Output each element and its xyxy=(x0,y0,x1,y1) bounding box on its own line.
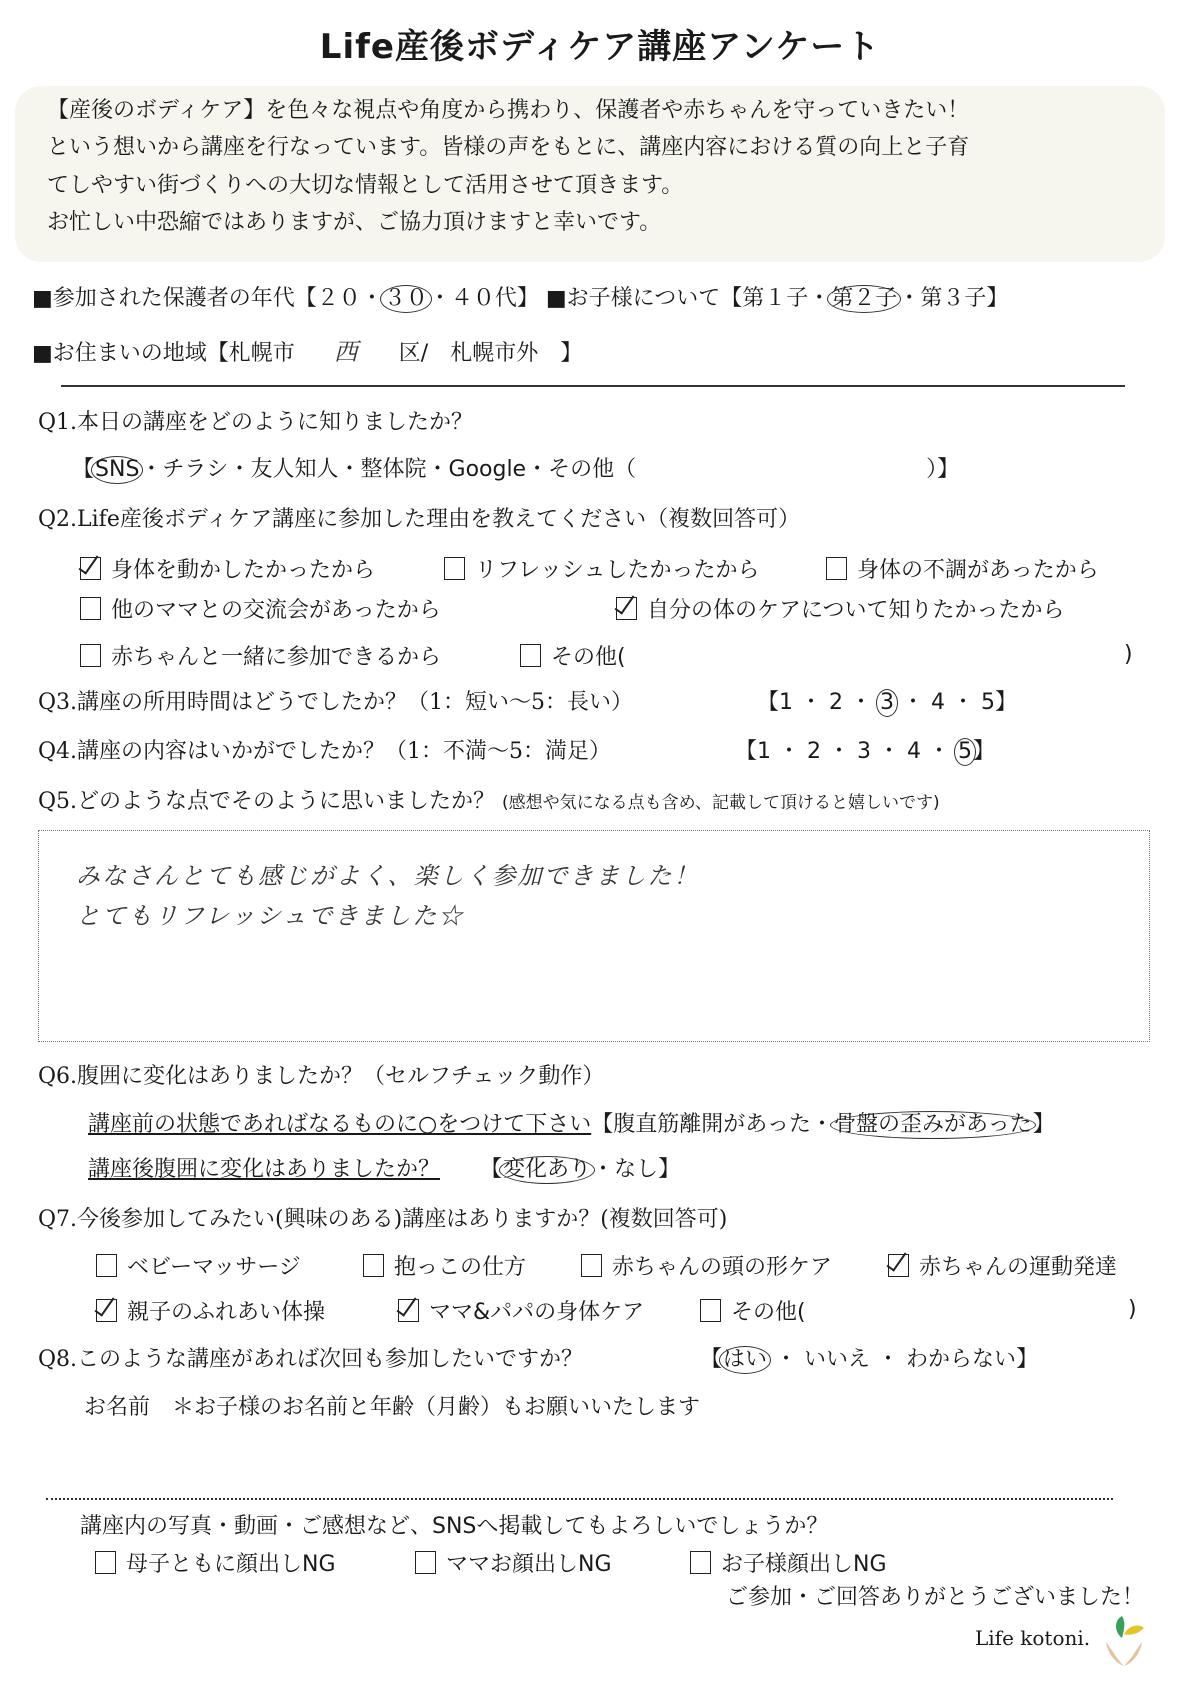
separator: ・ xyxy=(811,1112,834,1137)
q1-options: 【SNS・チラシ・友人知人・整体院・Google・その他（ ）】 xyxy=(72,457,960,482)
checkbox[interactable] xyxy=(520,644,541,667)
q7-option[interactable] xyxy=(398,1299,644,1324)
option[interactable]: わからない xyxy=(906,1347,1017,1372)
checkbox[interactable] xyxy=(80,597,101,620)
checkbox[interactable] xyxy=(363,1254,384,1277)
separator: ・ xyxy=(228,457,251,482)
q5-label xyxy=(38,791,940,813)
q8-label: Q8.このような講座があれば次回も参加したいですか？ xyxy=(38,1347,584,1372)
q3-scale[interactable]: 【1 ・ 2 ・ 3 ・ 4 ・ 5】 xyxy=(757,690,1018,715)
option[interactable]: 友人知人 xyxy=(250,457,339,482)
option-label: 他のママとの交流会があったから xyxy=(111,598,441,623)
checkbox[interactable] xyxy=(690,1551,711,1574)
checkbox[interactable] xyxy=(96,1254,117,1277)
divider xyxy=(61,385,1125,387)
option[interactable]: 3 xyxy=(857,739,872,764)
option[interactable]: 4 xyxy=(931,690,946,715)
checkbox[interactable] xyxy=(826,557,847,580)
q1-label: Q1.本日の講座をどのように知りましたか？ xyxy=(38,410,474,435)
q7-close: ) xyxy=(1128,1297,1137,1322)
leaf-logo-icon xyxy=(1102,1612,1146,1668)
q5-question: Q5.どのような点でそのように思いましたか？ xyxy=(38,789,496,814)
checkbox[interactable] xyxy=(80,557,101,580)
q2-option[interactable] xyxy=(520,644,626,669)
q6-after-row: 講座後腹囲に変化はありましたか？ 【変化あり・なし】 xyxy=(88,1157,681,1182)
option[interactable]: Google xyxy=(448,457,527,482)
checkbox[interactable] xyxy=(95,1551,116,1574)
child-label: ■お子様について【 xyxy=(545,286,743,311)
option[interactable]: SNS xyxy=(91,456,143,484)
option[interactable]: 第２子 xyxy=(827,285,901,313)
option[interactable]: はい xyxy=(719,1346,771,1374)
q8-options[interactable]: 【はい ・ いいえ ・ わからない】 xyxy=(700,1347,1039,1372)
option[interactable]: なし xyxy=(614,1157,659,1182)
separator: ・ xyxy=(870,1347,907,1372)
sns-option[interactable] xyxy=(690,1551,887,1576)
q2-label: Q2.Life産後ボディケア講座に参加した理由を教えてください（複数回答可） xyxy=(38,507,801,532)
option[interactable]: 骨盤の歪みがあった xyxy=(830,1111,1036,1139)
q7-label: Q7.今後参加してみたい(興味のある)講座はありますか？(複数回答可) xyxy=(38,1207,728,1232)
option-label: その他( xyxy=(731,1300,806,1325)
separator: ・ xyxy=(426,457,449,482)
q7-option[interactable] xyxy=(96,1254,301,1279)
q2-option[interactable] xyxy=(444,557,759,582)
thanks-text: ご参加・ご回答ありがとうございました！ xyxy=(725,1585,1144,1610)
checkbox[interactable] xyxy=(96,1299,117,1322)
checkbox[interactable] xyxy=(444,557,465,580)
option[interactable]: 2 xyxy=(807,739,822,764)
q2-option[interactable] xyxy=(826,557,1099,582)
option[interactable]: 1 xyxy=(757,739,772,764)
region-answer[interactable]: 西 xyxy=(333,338,360,366)
checkbox[interactable] xyxy=(80,644,101,667)
separator: ・ xyxy=(898,286,921,311)
checkbox[interactable] xyxy=(415,1551,436,1574)
q7-option[interactable] xyxy=(581,1254,832,1279)
q2-option[interactable] xyxy=(80,597,441,622)
intro-line: お忙しい中恐縮ではありますが、ご協力頂けますと幸いです。 xyxy=(47,210,662,235)
option-label: ママお顔出しNG xyxy=(446,1552,612,1577)
age-row: ■参加された保護者の年代【２０・３０・４０代】 ■お子様について【第１子・第２子・第３子】 xyxy=(32,286,1009,311)
separator: ・ xyxy=(592,1157,615,1182)
q4-label: Q4.講座の内容はいかがでしたか？（1：不満〜5：満足） xyxy=(38,739,612,764)
q3-label: Q3.講座の所用時間はどうでしたか？（1：短い〜5：長い） xyxy=(38,690,634,715)
separator: ・ xyxy=(360,286,383,311)
separator: ・ xyxy=(768,1347,805,1372)
sns-option[interactable] xyxy=(95,1551,336,1576)
page-title: Life産後ボディケア講座アンケート xyxy=(319,27,881,67)
q6-label: Q6.腹囲に変化はありましたか？（セルフチェック動作） xyxy=(38,1064,605,1089)
option-label: 赤ちゃんの頭の形ケア xyxy=(612,1255,833,1280)
option-label: 身体を動かしたかったから xyxy=(111,558,376,583)
separator: ・ xyxy=(945,690,982,715)
option[interactable]: 4 xyxy=(907,739,922,764)
option-label: 母子ともに顔出しNG xyxy=(126,1552,336,1577)
name-prompt: お名前 ＊お子様のお名前と年齢（月齢）もお願いいたします xyxy=(84,1395,701,1420)
separator: ・ xyxy=(921,739,958,764)
q7-option[interactable] xyxy=(96,1299,325,1324)
option[interactable]: 5 xyxy=(954,738,976,766)
separator: ・ xyxy=(821,739,858,764)
separator: ・ xyxy=(793,690,830,715)
region-row xyxy=(32,340,582,365)
q2-option[interactable] xyxy=(80,557,375,582)
option[interactable]: 第１子 xyxy=(742,286,809,311)
option[interactable]: チラシ xyxy=(162,457,229,482)
checkbox[interactable] xyxy=(700,1299,721,1322)
intro-box xyxy=(15,86,1165,262)
q7-option[interactable] xyxy=(363,1254,526,1279)
separator: ・ xyxy=(428,286,451,311)
q6-before-label: 講座前の状態であればなるものに○をつけて下さい xyxy=(88,1112,592,1137)
q6-after-label: 講座後腹囲に変化はありましたか？ xyxy=(88,1157,441,1182)
option-label: 親子のふれあい体操 xyxy=(127,1300,326,1325)
q7-option[interactable] xyxy=(700,1299,806,1324)
option[interactable]: 3 xyxy=(876,689,898,717)
option[interactable]: 第３子 xyxy=(920,286,987,311)
option[interactable]: その他（ xyxy=(548,457,637,482)
region-suffix: 区/ 札幌市外 】 xyxy=(398,341,583,366)
option-label: ママ&パパの身体ケア xyxy=(429,1300,645,1325)
sns-question: 講座内の写真・動画・ご感想など、SNSへ掲載してもよろしいでしょうか？ xyxy=(80,1514,829,1539)
option-label: 身体の不調があったから xyxy=(857,558,1099,583)
separator: ・ xyxy=(843,690,880,715)
option[interactable]: ４０代 xyxy=(450,286,517,311)
separator: ・ xyxy=(871,739,908,764)
q5-answer-line: とてもリフレッシュできました☆ xyxy=(76,902,465,930)
age-options[interactable] xyxy=(317,286,517,311)
intro-line: という想いから講座を行なっています。皆様の声をもとに、講座内容における質の向上と子育 xyxy=(47,135,970,160)
dotted-divider xyxy=(46,1498,1113,1500)
option-label: その他( xyxy=(551,645,626,670)
q5-note: (感想や気になる点も含め、記載して頂けると嬉しいです) xyxy=(502,793,940,813)
option[interactable]: いいえ xyxy=(804,1347,871,1372)
checkbox[interactable] xyxy=(616,597,637,620)
option[interactable]: ３０ xyxy=(380,285,432,313)
q6-before-row: 講座前の状態であればなるものに○をつけて下さい【腹直筋離開があった・骨盤の歪みがあった】 xyxy=(88,1112,1055,1137)
q1-close: ）】 xyxy=(926,457,960,482)
checkbox[interactable] xyxy=(398,1299,419,1322)
option-label: 抱っこの仕方 xyxy=(394,1255,527,1280)
option-label: 赤ちゃんの運動発達 xyxy=(919,1255,1118,1280)
option-label: 自分の体のケアについて知りたかったから xyxy=(647,598,1065,623)
q4-scale[interactable]: 【1 ・ 2 ・ 3 ・ 4 ・ 5】 xyxy=(735,739,996,764)
option[interactable]: 整体院 xyxy=(360,457,427,482)
option[interactable]: ２０ xyxy=(316,286,361,311)
separator: ・ xyxy=(140,457,163,482)
age-label: ■参加された保護者の年代【 xyxy=(32,286,317,311)
option-label: リフレッシュしたかったから xyxy=(475,558,760,583)
intro-line: てしやすい街づくりへの大切な情報として活用させて頂きます。 xyxy=(47,173,684,198)
checkbox[interactable] xyxy=(888,1254,909,1277)
q2-close: ) xyxy=(1124,642,1133,667)
q2-option[interactable] xyxy=(616,597,1065,622)
option-label: お子様顔出しNG xyxy=(721,1552,887,1577)
option[interactable]: 腹直筋離開があった xyxy=(613,1112,811,1137)
q2-option[interactable] xyxy=(80,644,441,669)
option[interactable]: 変化あり xyxy=(499,1156,595,1184)
separator: ・ xyxy=(526,457,549,482)
option[interactable]: 5 xyxy=(981,690,996,715)
q7-option[interactable] xyxy=(888,1254,1117,1279)
option-label: ベビーマッサージ xyxy=(127,1255,301,1280)
option-label: 赤ちゃんと一緒に参加できるから xyxy=(111,645,442,670)
q5-answer-line: みなさんとても感じがよく、楽しく参加できました！ xyxy=(76,862,700,890)
intro-line: 【産後のボディケア】を色々な視点や角度から携わり、保護者や赤ちゃんを守っていきたい！ xyxy=(47,98,970,123)
option[interactable]: 2 xyxy=(829,690,844,715)
separator: ・ xyxy=(808,286,831,311)
child-options[interactable] xyxy=(742,286,986,311)
logo-text: Life kotoni. xyxy=(975,1626,1091,1650)
separator: ・ xyxy=(895,690,932,715)
sns-option[interactable] xyxy=(415,1551,612,1576)
region-label: ■お住まいの地域【札幌市 xyxy=(32,341,295,366)
option[interactable]: 1 xyxy=(779,690,794,715)
checkbox[interactable] xyxy=(581,1254,602,1277)
separator: ・ xyxy=(338,457,361,482)
separator: ・ xyxy=(771,739,808,764)
